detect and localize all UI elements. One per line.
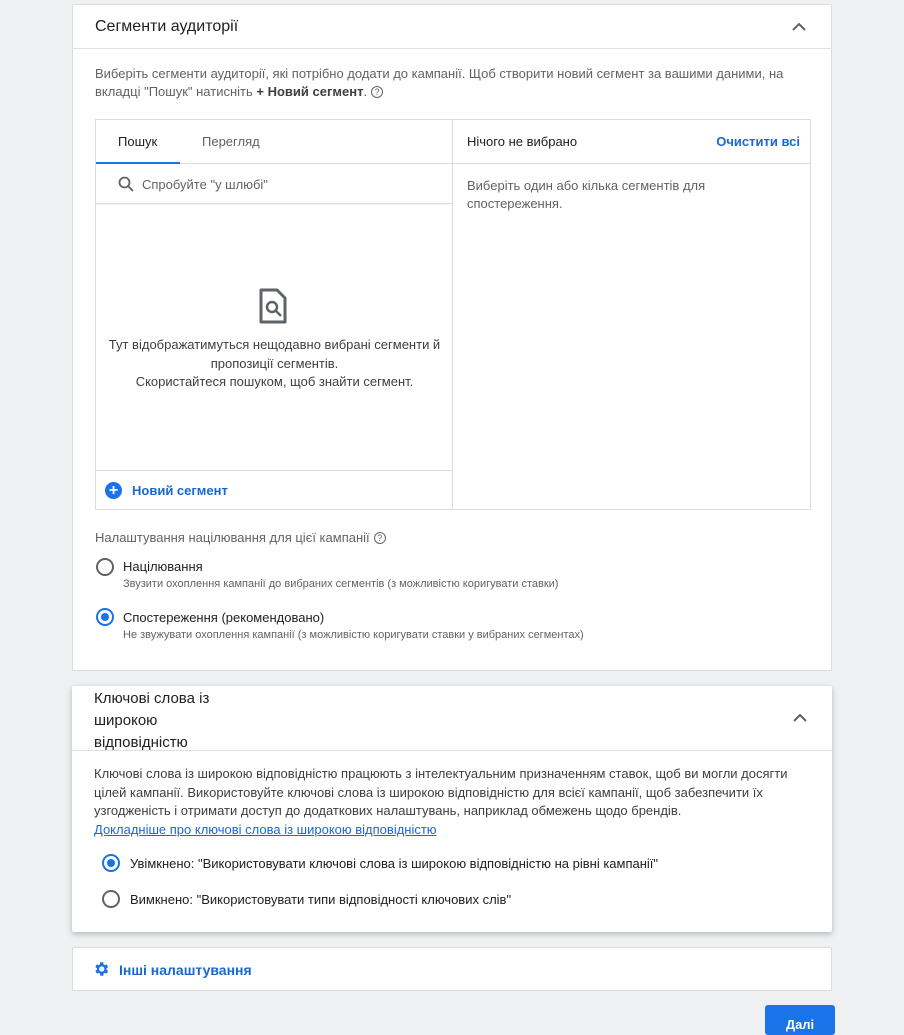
- card-title: Сегменти аудиторії: [95, 18, 239, 35]
- radio-label[interactable]: Спостереження (рекомендовано): [123, 610, 325, 625]
- radio-description: Звузити охоплення кампанії до вибраних сегментів (з можливістю коригувати ставки): [123, 578, 559, 590]
- chevron-up-icon[interactable]: [790, 708, 810, 728]
- card-header[interactable]: [72, 686, 832, 751]
- chevron-up-icon[interactable]: [789, 17, 809, 37]
- other-settings-label: Інші налаштування: [119, 962, 252, 978]
- next-button[interactable]: Далі: [765, 1005, 835, 1035]
- empty-text: Тут відображатимуться нещодавно вибрані сегменти й: [108, 337, 441, 352]
- radio-label[interactable]: Вимкнено: "Використовувати типи відповідності ключових слів": [130, 892, 512, 907]
- broad-off-radio[interactable]: [102, 890, 120, 908]
- selected-panel: [453, 120, 810, 509]
- radio-description: Не звужувати охоплення кампанії (з можливістю коригувати ставки у вибраних сегментах): [123, 629, 584, 641]
- targeting-label: Налаштування націлювання для цієї кампанії ?: [95, 530, 386, 545]
- help-icon[interactable]: ?: [371, 86, 383, 98]
- tab-search[interactable]: Пошук: [96, 120, 180, 164]
- selected-hint: Виберіть один або кілька сегментів для спостереження.: [467, 178, 706, 211]
- broad-on-radio[interactable]: [102, 854, 120, 872]
- radio-label[interactable]: Націлювання: [123, 559, 203, 574]
- new-segment-label: Новий сегмент: [132, 482, 228, 498]
- broad-match-card: [72, 686, 832, 932]
- plus-icon: +: [105, 482, 122, 499]
- targeting-radio[interactable]: [96, 558, 114, 576]
- audience-segments-card: [72, 4, 832, 671]
- segment-picker: [95, 119, 811, 510]
- card-title: Ключові слова із широкою відповідністю: [94, 690, 210, 751]
- learn-more-link[interactable]: Докладніше про ключові слова із широкою відповідністю: [94, 821, 437, 837]
- empty-text: пропозиції сегментів.: [210, 355, 339, 371]
- clear-all-link[interactable]: Очистити всі: [716, 134, 800, 149]
- gear-icon: [92, 960, 110, 978]
- empty-state: [96, 204, 453, 472]
- tab-browse[interactable]: Перегляд: [202, 134, 260, 149]
- search-icon: [118, 176, 134, 192]
- document-search-icon: [258, 288, 288, 324]
- search-box: [96, 164, 452, 204]
- other-settings-card[interactable]: [72, 947, 832, 991]
- selected-title: Нічого не вибрано: [467, 134, 578, 149]
- help-icon[interactable]: ?: [374, 532, 386, 544]
- new-segment-button[interactable]: [96, 470, 453, 509]
- observation-radio[interactable]: [96, 608, 114, 626]
- empty-text: Скористайтеся пошуком, щоб знайти сегмент.: [135, 374, 414, 389]
- broad-description: Ключові слова із широкою відповідністю працюють з інтелектуальним призначенням ставок, щоб ви могли досягти цілей кампанії. Використовуйте ключові слова із широкою відповідністю для всієї кампанії, щоб забезпечити їх узгодженість і отримати доступ до додаткових налаштувань, наприклад обмежень щодо брендів. Докладніше про ключові слова із широкою відповідністю: [94, 766, 788, 837]
- search-input[interactable]: [142, 172, 432, 196]
- radio-label[interactable]: Увімкнено: "Використовувати ключові слова із широкою відповідністю на рівні кампанії": [130, 856, 659, 871]
- card-header[interactable]: [73, 5, 831, 49]
- description: Виберіть сегменти аудиторії, які потрібно додати до кампанії. Щоб створити новий сегмент за вашими даними, на вкладці "Пошук" натисніть + Новий сегмент. ?: [95, 66, 784, 99]
